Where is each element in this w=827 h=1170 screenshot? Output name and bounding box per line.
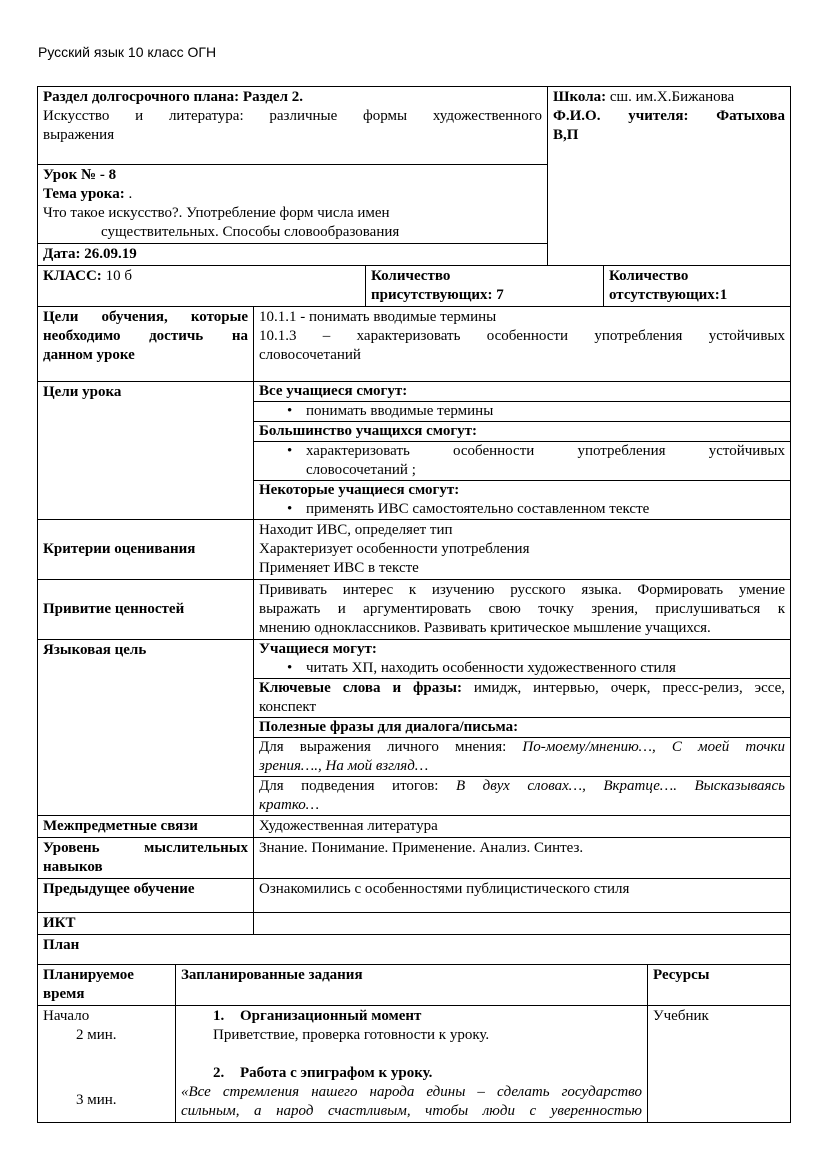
plan-label-cell: [38, 935, 791, 965]
date-line: Дата: 26.09.19: [43, 246, 137, 262]
topic-line: [43, 185, 542, 204]
values-row: [38, 580, 791, 640]
prior-learning-text: Ознакомились с особенностями публицистического стиля: [259, 881, 630, 897]
summary-label: Для подведения итогов:: [259, 778, 456, 794]
some-students-header: Некоторые учащиеся смогут:: [259, 482, 460, 498]
summary-line1: [259, 777, 785, 796]
table-row: [38, 266, 791, 307]
plan-table: [37, 964, 791, 1123]
task1-number: 1.: [213, 1008, 225, 1024]
topic-label: Тема урока:: [43, 186, 125, 202]
objective-10-1-3-line1: 10.1.3 – характеризовать особенности употребления устойчивых: [259, 328, 785, 344]
criteria-label: Критерии оценивания: [38, 520, 254, 580]
time-3min: 3 мин.: [76, 1092, 117, 1108]
objectives-cell: [254, 307, 791, 382]
criteria-cell: [254, 520, 791, 580]
task1-title-line: [181, 1007, 642, 1026]
school-label: Школа:: [553, 89, 607, 105]
keywords-label: Ключевые слова и фразы:: [259, 680, 462, 696]
thinking-skills-cell: Знание. Понимание. Применение. Анализ. Синтез.: [254, 838, 791, 879]
task1-body: Приветствие, проверка готовности к уроку.: [213, 1027, 490, 1043]
document-title: Русский язык 10 класс ОГН: [38, 44, 217, 60]
resources-cell: [648, 1006, 791, 1123]
lesson-goals-cell: [254, 382, 791, 520]
cross-subject-cell: Художественная литература: [254, 816, 791, 838]
main-table: [37, 306, 791, 965]
lesson-plan-tables: [37, 86, 791, 1123]
values-label: Привитие ценностей: [38, 580, 254, 640]
present-line1: Количество: [371, 268, 451, 284]
ict-row: [38, 913, 791, 935]
all-students-header: Все учащиеся смогут:: [254, 382, 790, 402]
plan-body-row: [38, 1006, 791, 1123]
teacher-line1: Ф.И.О. учителя: Фатыхова: [553, 108, 785, 124]
most-bullet-line1: • характеризовать особенности употребления устойчивых: [306, 443, 785, 459]
class-table: [37, 265, 791, 307]
col-tasks-header: Запланированные задания: [176, 965, 648, 1006]
lesson-goals-label: Цели урока: [38, 382, 254, 520]
resource-textbook: Учебник: [653, 1008, 709, 1024]
header-table: [37, 86, 791, 266]
time-start: Начало: [43, 1008, 90, 1024]
prior-learning-label: Предыдущее обучение: [38, 879, 254, 913]
date-cell: [38, 244, 548, 266]
some-students-bullet: • применять ИВС самостоятельно составленном тексте: [259, 500, 785, 519]
thinking-skills-row: [38, 838, 791, 879]
opinion-line2: зрения…., На мой взгляд…: [259, 758, 429, 774]
objectives-label: Цели обучения, которые необходимо достичь на данном уроке: [38, 307, 254, 382]
objectives-row: [38, 307, 791, 382]
criteria-line3: Применяет ИВС в тексте: [259, 560, 419, 576]
topic-tail: .: [124, 186, 133, 202]
absent-line2: отсутствующих:1: [609, 287, 728, 303]
section-cell: [38, 87, 548, 165]
criteria-row: [38, 520, 791, 580]
values-cell: [254, 580, 791, 640]
ict-cell: [254, 913, 791, 935]
language-goal-label: Языковая цель: [38, 640, 254, 816]
plan-label: План: [43, 937, 80, 953]
prior-learning-cell: [254, 879, 791, 913]
section-label: Раздел долгосрочного плана: Раздел 2.: [43, 89, 304, 105]
school-value: сш. им.Х.Бижанова: [606, 89, 735, 105]
lesson-number: Урок № - 8: [43, 167, 117, 183]
most-bullet-line2: словосочетаний ;: [306, 462, 416, 478]
objective-10-1-1: 10.1.1 - понимать вводимые термины: [259, 309, 497, 325]
lesson-goals-row: [38, 382, 791, 520]
class-cell: [38, 266, 366, 307]
topic-text-line1: Что такое искусство?. Употребление форм числа имен: [43, 205, 390, 221]
spacer: [181, 1045, 642, 1064]
class-value: 10 б: [101, 268, 132, 284]
opinion-line1: [259, 738, 785, 757]
present-cell: [366, 266, 604, 307]
keywords-line1: [259, 679, 785, 698]
language-goal-cell: [254, 640, 791, 816]
criteria-line2: Характеризует особенности употребления: [259, 541, 530, 557]
summary-line2: кратко…: [259, 797, 320, 813]
col-resources-header: Ресурсы: [648, 965, 791, 1006]
ict-label: ИКТ: [38, 913, 254, 935]
section-text-line2: выражения: [43, 127, 115, 143]
all-students-bullet: • понимать вводимые термины: [259, 402, 785, 421]
task1-title: Организационный момент: [240, 1008, 422, 1024]
class-label: КЛАСС:: [43, 268, 102, 284]
task2-number: 2.: [213, 1065, 225, 1081]
opinion-label: Для выражения личного мнения:: [259, 739, 523, 755]
time-2min: 2 мин.: [76, 1027, 117, 1043]
objective-10-1-3-line2: словосочетаний: [259, 347, 361, 363]
plan-header-row: [38, 935, 791, 965]
cross-subject-row: [38, 816, 791, 838]
cross-subject-label: Межпредметные связи: [38, 816, 254, 838]
school-cell: [548, 87, 791, 266]
students-can-bullet: • читать ХП, находить особенности художественного стиля: [259, 659, 785, 678]
keywords-rest: имидж, интервью, очерк, пресс-релиз, эссе,: [461, 680, 785, 696]
epigraph-line1: «Все стремления нашего народа едины – сделать государство: [181, 1084, 642, 1100]
language-goal-row: [38, 640, 791, 816]
col-time-header: [38, 965, 176, 1006]
task2-title: Работа с эпиграфом к уроку.: [240, 1065, 433, 1081]
tasks-cell: [176, 1006, 648, 1123]
keywords-line2: конспект: [259, 699, 317, 715]
summary-italic: В двух словах…, Вкратце…. Высказываясь: [455, 778, 785, 794]
topic-text-line2: существительных. Способы словообразования: [101, 224, 400, 240]
teacher-line2: В,П: [553, 127, 579, 143]
criteria-line1: Находит ИВС, определяет тип: [259, 522, 453, 538]
table-row: [38, 87, 791, 165]
time-cell: [38, 1006, 176, 1123]
epigraph-line2: сильным, а народ счастливым, чтобы люди с уверенностью: [181, 1103, 642, 1119]
useful-phrases-header: Полезные фразы для диалога/письма:: [254, 718, 790, 738]
most-students-bullet: [259, 442, 785, 480]
absent-line1: Количество: [609, 268, 689, 284]
most-students-header: Большинство учащихся смогут:: [254, 422, 790, 442]
plan-columns-row: [38, 965, 791, 1006]
thinking-skills-label: Уровень мыслительных навыков: [38, 838, 254, 879]
absent-cell: [604, 266, 791, 307]
col-time-label: Планируемое время: [43, 967, 134, 1002]
school-line: [553, 88, 785, 107]
opinion-italic: По-моему/мнению…, С моей точки: [522, 739, 786, 755]
values-line3: мнению одноклассников. Развивать критическое мышление учащихся.: [259, 620, 711, 636]
prior-learning-row: [38, 879, 791, 913]
students-can-header: Учащиеся могут:: [259, 641, 377, 657]
section-text-line1: Искусство и литература: различные формы художественного: [43, 108, 542, 124]
lesson-topic-cell: [38, 165, 548, 244]
values-line1: Прививать интерес к изучению русского языка. Формировать умение: [259, 582, 785, 598]
task2-title-line: [181, 1064, 642, 1083]
present-line2: присутствующих: 7: [371, 287, 504, 303]
values-line2: выражать и аргументировать свою точку зрения, прислушиваться к: [259, 601, 785, 617]
